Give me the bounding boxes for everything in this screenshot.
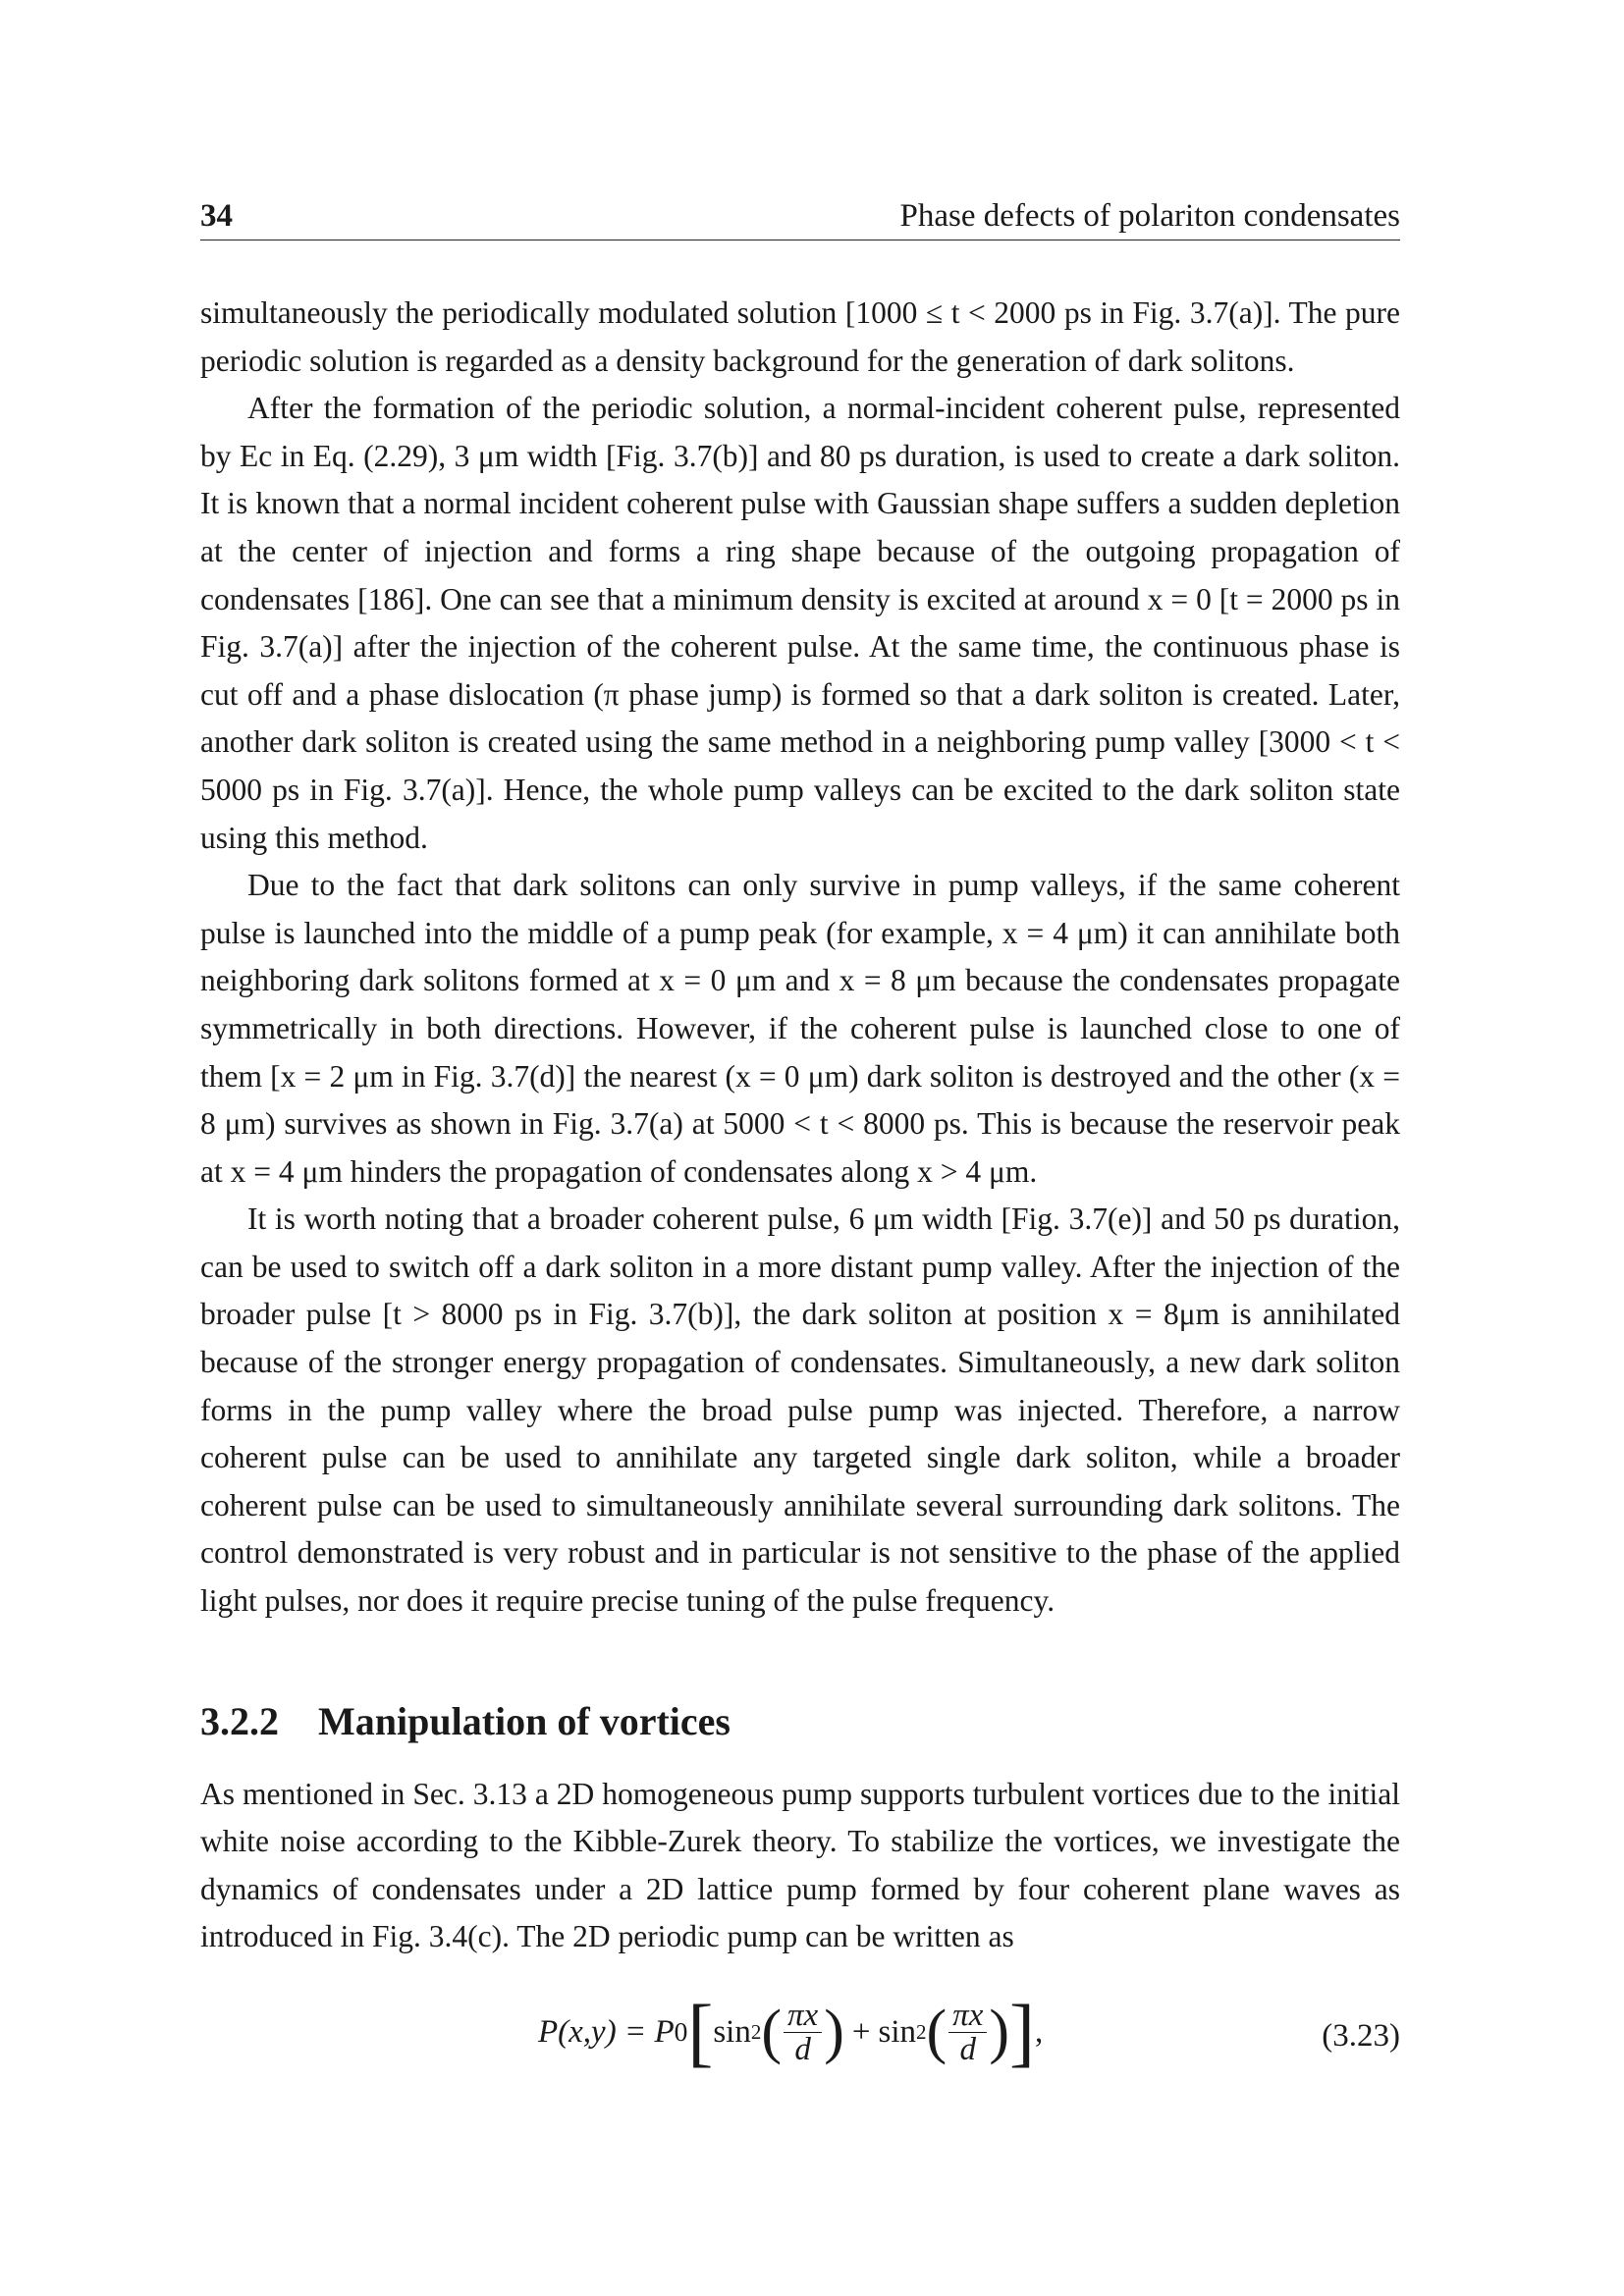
paragraph-broader-pulse: It is worth noting that a broader coherent pulse, 6 μm width [Fig. 3.7(e)] and 50 ps duration, can be used to switch off a dark soliton in a more distant pump valley. After the injection of the broader pulse [t > 8000 ps in Fig. 3.7(b)], the dark soliton at position x = 8μm is annihilated because of the stronger energy propagation of condensates. Simultaneously, a new dark soliton forms in the pump valley where the broad pulse pump was injected. Therefore, a narrow coherent pulse can be used to annihilate any targeted single dark soliton, while a broader coherent pulse can be used to simultaneously annihilate several surrounding dark solitons. The control demonstrated is very robust and in particular is not sensitive to the phase of the applied light pulses, nor does it require precise tuning of the pulse frequency. <box>200 1201 1400 1619</box>
sin-term-2: sin <box>878 2013 916 2050</box>
chapter-title: Phase defects of polariton condensates <box>899 198 1400 234</box>
section-number: 3.2.2 <box>200 1698 279 1743</box>
paragraph-dark-soliton-creation: After the formation of the periodic solution, a normal-incident coherent pulse, represented by Ec in Eq. (2.29), 3 μm width [Fig. 3.7(b)] and 80 ps duration, is used to create a dark soliton. It is known that a normal incident coherent pulse with Gaussian shape suffers a sudden depletion at the center of injection and forms a ring shape because of the outgoing propagation of condensates [186]. One can see that a minimum density is excited at around x = 0 [t = 2000 ps in Fig. 3.7(a)] after the injection of the coherent pulse. At the same time, the continuous phase is cut off and a phase dislocation (π phase jump) is formed so that a dark soliton is created. Later, another dark soliton is created using the same method in a neighboring pump valley [3000 < t < 5000 ps in Fig. 3.7(a)]. Hence, the whole pump valleys can be excited to the dark soliton state using this method. <box>200 391 1400 855</box>
section-title: Manipulation of vortices <box>318 1698 731 1743</box>
paragraph-continuation: simultaneously the periodically modulated solution [1000 ≤ t < 2000 ps in Fig. 3.7(a)]. The pure periodic solution is regarded as a density background for the generation of dark solitons. <box>200 295 1400 378</box>
section-heading <box>200 1696 1400 1747</box>
plus-sign: + <box>851 2013 871 2050</box>
equation-lhs-subscript: 0 <box>674 2015 688 2047</box>
fraction-2 <box>948 1999 987 2066</box>
paper-page <box>200 192 1400 2079</box>
equation-number: (3.23) <box>1322 2018 1400 2054</box>
left-paren-2: ( <box>926 1999 947 2065</box>
left-bracket: [ <box>687 1989 714 2074</box>
right-paren-2: ) <box>989 1999 1009 2065</box>
body-text <box>200 290 1400 2079</box>
paragraph-vortices-intro: As mentioned in Sec. 3.13 a 2D homogeneous pump supports turbulent vortices due to the initial white noise according to the Kibble-Zurek theory. To stabilize the vortices, we investigate the dynamics of condensates under a 2D lattice pump formed by four coherent plane waves as introduced in Fig. 3.4(c). The 2D periodic pump can be written as <box>200 1776 1400 1954</box>
equation-lhs: P(x,y) = P <box>538 2013 675 2050</box>
fraction-1 <box>784 1999 822 2066</box>
right-paren-1: ) <box>824 1999 844 2065</box>
paragraph-dark-soliton-annihilation: Due to the fact that dark solitons can only survive in pump valleys, if the same coherent pulse is launched into the middle of a pump peak (for example, x = 4 μm) it can annihilate both neighboring dark solitons formed at x = 0 μm and x = 8 μm because the condensates propagate symmetrically in both directions. However, if the coherent pulse is launched close to one of them [x = 2 μm in Fig. 3.7(d)] the nearest (x = 0 μm) dark soliton is destroyed and the other (x = 8 μm) survives as shown in Fig. 3.7(a) at 5000 < t < 8000 ps. This is because the reservoir peak at x = 4 μm hinders the propagation of condensates along x > 4 μm. <box>200 868 1400 1189</box>
left-paren-1: ( <box>761 1999 783 2065</box>
fraction-1-numerator: πx <box>784 1999 822 2033</box>
equation-3-23 <box>200 1985 1400 2079</box>
sin-term-1-exponent: 2 <box>750 2019 762 2044</box>
fraction-2-numerator: πx <box>948 1999 987 2033</box>
page-number: 34 <box>200 198 233 234</box>
right-bracket: ] <box>1009 1989 1035 2074</box>
running-header <box>200 192 1400 240</box>
sin-term-1: sin <box>713 2013 751 2050</box>
fraction-2-denominator: d <box>959 2031 976 2067</box>
sin-term-2-exponent: 2 <box>916 2019 927 2044</box>
fraction-1-denominator: d <box>794 2031 811 2067</box>
equation-trailing-comma: , <box>1034 2013 1044 2050</box>
equation-body <box>538 1985 1043 2079</box>
